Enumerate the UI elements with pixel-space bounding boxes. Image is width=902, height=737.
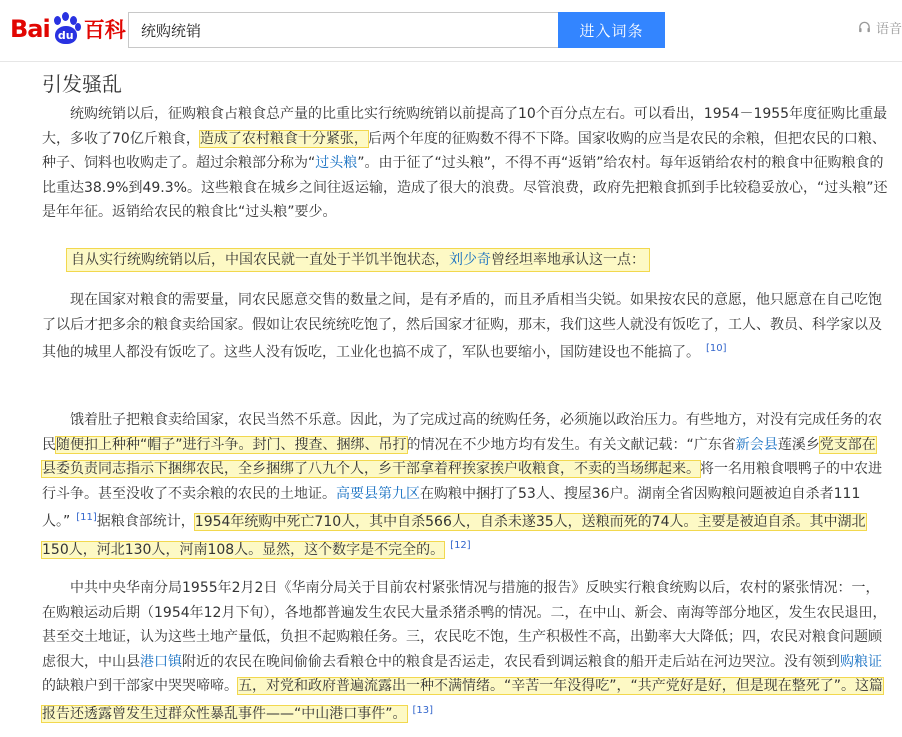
text: 的情况在不少地方均有发生。有关文献记载：“广东省: [406, 436, 736, 453]
paragraph-2: [42, 288, 888, 365]
section-title: 引发骚乱: [42, 72, 122, 96]
top-bar: [0, 0, 902, 62]
paragraph-3: [42, 408, 888, 562]
highlight: 随便扣上种种“帽子”进行斗争。封门、搜查、捆绑、吊打: [56, 436, 407, 453]
text: 曾经坦率地承认这一点：: [491, 252, 645, 268]
link-gaoyao-ninth-district[interactable]: 高要县第九区: [336, 485, 420, 502]
baidu-baike-logo[interactable]: [10, 9, 126, 49]
text: 将一名用粮食喂鸭子的中农进行斗争。甚至没收了不卖余粮的农民的土地证。: [42, 461, 882, 502]
logo-text-baike: 百科: [83, 18, 126, 42]
highlight: 造成了农村粮食十分紧张，: [199, 130, 368, 147]
paragraph-4: [42, 576, 888, 727]
link-xinhui-county[interactable]: 新会县: [735, 436, 778, 453]
headphones-icon: [858, 21, 871, 34]
search-input[interactable]: [129, 13, 558, 47]
reference-10[interactable]: [10]: [706, 343, 727, 354]
voice-label: 语音: [875, 21, 902, 37]
voice-button[interactable]: [858, 17, 902, 37]
link-guotouliang[interactable]: 过头粮: [315, 155, 358, 171]
text: ”。由于征了“过头粮”，不得不再“返销”给农村。每年返销给农村的粮食中征购粮食的比重达38.9%到49.3%。这些粮食在城乡之间往返运输，造成了很大的浪费。尽管浪费，政府先把粮食抓到手比较稳妥放心，“过头粮”还是年年征。返销给农民的粮食比“过头粮”要少。: [42, 155, 888, 220]
reference-12[interactable]: [12]: [450, 540, 471, 552]
highlight: 党支部在县委负责同志指示下捆绑农民，全乡捆绑了八九个人，乡干部拿着秤挨家挨户收粮食，不卖的当场绑起来。: [42, 436, 876, 477]
text: 自从实行统购统销以后，中国农民就一直处于半饥半饱状态，: [71, 252, 449, 268]
text: 后两个年度的征购数不得不下降。国家收购的应当是农民的余粮，但把农民的口粮、种子、饲料也收购走了。超过余粮部分称为“: [42, 130, 886, 171]
link-gangkou-town[interactable]: 港口镇: [140, 653, 182, 670]
text: 附近的农民在晚间偷偷去看粮仓中的粮食是否运走，农民看到调运粮食的船开走后站在河边哭泣。没有领到: [182, 653, 840, 670]
text: 在购粮中捆打了53人、搜屋36户。湖南全省因购粮问题被迫自杀者111人。”: [42, 485, 861, 530]
text: 据粮食部统计，: [96, 513, 195, 530]
highlight: 五，对党和政府普遍流露出一种不满情绪。“辛苦一年没得吃”，“共产党好是好，但是现在整死了”。这篇报告还透露曾发生过群众性暴乱事件——“中山港口事件”。: [42, 678, 884, 723]
link-grain-certificate[interactable]: 购粮证: [840, 653, 882, 670]
text: 的缺粮户到干部家中哭哭啼啼。: [42, 678, 238, 694]
quote-highlight: [66, 248, 650, 272]
logo-text-bai: Bai: [10, 15, 50, 43]
highlight: 1954年统购中死亡710人，其中自杀566人，自杀未遂35人，送粮而死的74人。主要是被迫自杀。其中湖北150人，河北130人，河南108人。显然，这个数字是不完全的。: [42, 513, 866, 558]
reference-13[interactable]: [13]: [412, 704, 434, 716]
paw-icon: [51, 12, 81, 46]
text: 莲溪乡: [777, 436, 820, 453]
link-liushaoqi[interactable]: 刘少奇: [449, 252, 491, 268]
text: 饿着肚子把粮食卖给国家，农民当然不乐意。因此，为了完成过高的统购任务，必须施以政治压力。有些地方，对没有完成任务的农民: [42, 412, 882, 453]
paragraph-1: [42, 102, 888, 225]
reference-11[interactable]: [11]: [76, 512, 97, 523]
search-box: [128, 12, 558, 48]
enter-entry-button[interactable]: 进入词条: [558, 12, 665, 48]
text: 中共中央华南分局1955年2月2日《华南分局关于目前农村紧张情况与措施的报告》反映实行粮食统购以后，农村的紧张情况：一，在购粮运动后期（1954年12月下旬），各地都普遍发生农民大量杀猪杀鸭的情况。二，在中山、新会、南海等部分地区，发生农民退田，甚至交土地证，认为这些土地产量低，负担不起购粮任务。三，农民吃不饱，生产积极性不高，出勤率大大降低；四，农民对粮食问题顾虑很大，中山县: [42, 580, 887, 670]
logo-text-du: du: [55, 26, 77, 44]
text: 统购统销以后，征购粮食占粮食总产量的比重比实行统购统销以前提高了10个百分点左右。可以看出，1954－1955年度征购比重最大，多收了70亿斤粮食，: [42, 106, 888, 147]
text: 现在国家对粮食的需要量，同农民愿意交售的数量之间，是有矛盾的，而且矛盾相当尖锐。如果按农民的意愿，他只愿意在自己吃饱了以后才把多余的粮食卖给国家。假如让农民统统吃饱了，然后国家才征购，那末，我们这些人就没有饭吃了，工人、教员、科学家以及其他的城里人都没有饭吃了。这些人没有饭吃，工业化也搞不成了，军队也要缩小，国防建设也不能搞了。: [42, 292, 882, 361]
